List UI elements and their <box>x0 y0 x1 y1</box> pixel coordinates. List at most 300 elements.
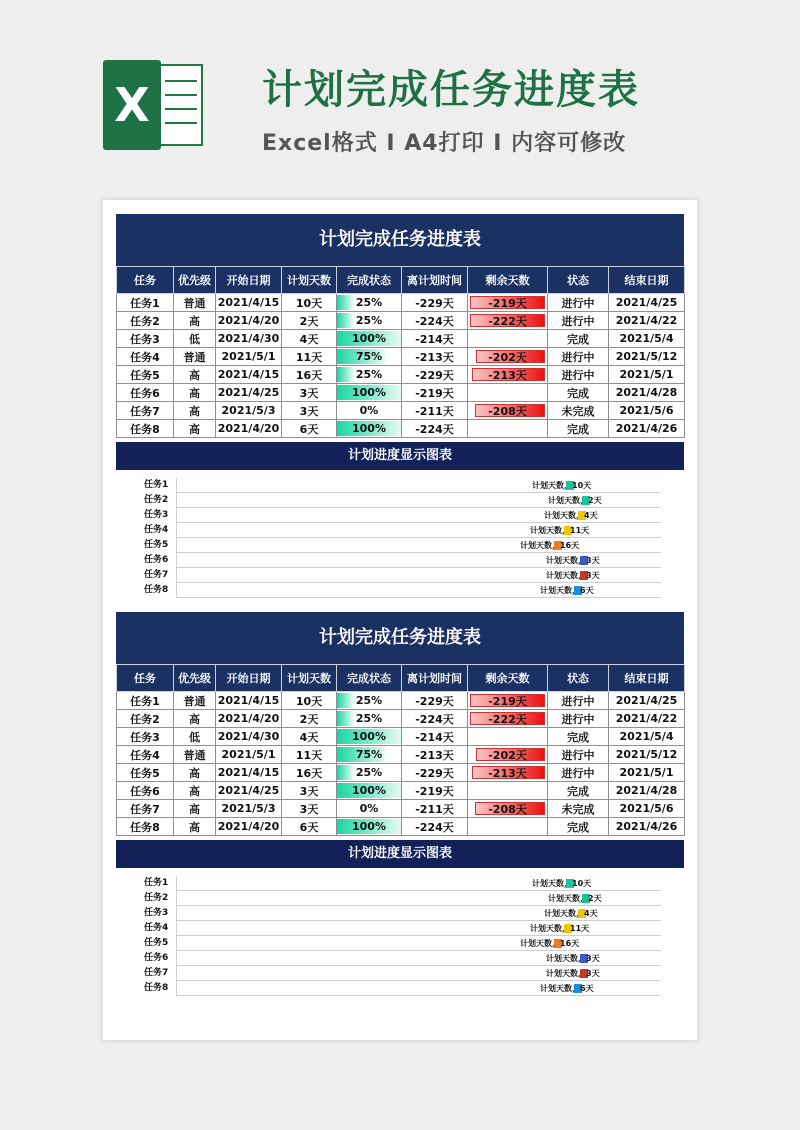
cell-text: 高 <box>189 766 200 780</box>
chart-row <box>116 538 661 553</box>
cell-remain <box>468 818 548 836</box>
cell-text: -229天 <box>415 694 454 708</box>
cell-text: 普通 <box>183 296 206 310</box>
table-row <box>117 384 685 402</box>
cell-remain <box>468 366 548 384</box>
table-row <box>117 692 685 710</box>
cell-text: 11天 <box>295 350 323 364</box>
cell-end <box>609 330 685 348</box>
chart-axis <box>176 906 177 921</box>
cell-end <box>609 710 685 728</box>
column-header: 结束日期 <box>609 665 685 692</box>
cell-text: 100% <box>352 332 386 345</box>
chart-row <box>116 891 661 906</box>
cell-text: 100% <box>352 784 386 797</box>
column-header: 完成状态 <box>337 267 402 294</box>
cell-text: 2021/4/20 <box>217 820 280 833</box>
chart-data-label: 计划天数，4天 <box>544 511 598 520</box>
cell-priority <box>174 402 216 420</box>
cell-text: 25% <box>355 712 383 725</box>
cell-text: 4天 <box>299 730 319 744</box>
cell-text: -229天 <box>415 296 454 310</box>
cell-text: -229天 <box>415 766 454 780</box>
cell-text: 25% <box>355 368 383 381</box>
cell-diff <box>402 782 468 800</box>
chart-section-title: 计划进度显示图表 <box>116 442 684 470</box>
cell-priority <box>174 312 216 330</box>
cell-start <box>216 818 282 836</box>
page-subtitle: Excel格式 I A4打印 I 内容可修改 <box>262 131 627 156</box>
cell-task <box>117 384 174 402</box>
cell-text: 进行中 <box>561 314 595 328</box>
cell-remain <box>468 746 548 764</box>
cell-pct <box>337 692 402 710</box>
cell-text: 任务5 <box>130 766 160 780</box>
cell-text: 高 <box>189 386 200 400</box>
cell-text: 2021/5/3 <box>221 404 276 417</box>
document-sheet <box>103 200 697 1040</box>
cell-text: 100% <box>352 820 386 833</box>
cell-text: -224天 <box>415 422 454 436</box>
cell-diff <box>402 330 468 348</box>
cell-end <box>609 800 685 818</box>
cell-task <box>117 818 174 836</box>
cell-text: 2021/4/25 <box>615 694 678 707</box>
chart-row <box>116 966 661 981</box>
cell-text: 25% <box>355 314 383 327</box>
table-row <box>117 348 685 366</box>
cell-status <box>548 764 609 782</box>
cell-remain <box>468 800 548 818</box>
cell-start <box>216 764 282 782</box>
column-header: 剩余天数 <box>468 267 548 294</box>
chart-data-label: 计划天数，3天 <box>546 556 600 565</box>
cell-text: -222天 <box>488 712 527 726</box>
header <box>0 0 800 190</box>
chart-data-label: 计划天数，2天 <box>548 894 602 903</box>
cell-pct <box>337 764 402 782</box>
cell-text: 75% <box>355 748 383 761</box>
table-row <box>117 366 685 384</box>
cell-days <box>282 692 337 710</box>
cell-text: 任务6 <box>130 784 160 798</box>
cell-text: 16天 <box>295 368 323 382</box>
cell-start <box>216 800 282 818</box>
cell-task <box>117 330 174 348</box>
cell-text: 高 <box>189 784 200 798</box>
cell-priority <box>174 728 216 746</box>
cell-text: 进行中 <box>561 766 595 780</box>
table-row <box>117 746 685 764</box>
completion-fill <box>337 693 353 708</box>
cell-days <box>282 782 337 800</box>
cell-pct <box>337 330 402 348</box>
cell-task <box>117 710 174 728</box>
block-title: 计划完成任务进度表 <box>116 214 684 266</box>
cell-text: 完成 <box>567 422 589 436</box>
cell-status <box>548 384 609 402</box>
cell-text: 2021/5/1 <box>619 766 674 779</box>
cell-text: 2021/4/15 <box>217 766 280 779</box>
cell-text: 进行中 <box>561 350 595 364</box>
cell-start <box>216 746 282 764</box>
cell-pct <box>337 294 402 312</box>
cell-start <box>216 366 282 384</box>
cell-start <box>216 728 282 746</box>
chart-category-label: 任务1 <box>144 878 169 888</box>
cell-text: -224天 <box>415 712 454 726</box>
cell-task <box>117 782 174 800</box>
column-header: 计划天数 <box>282 665 337 692</box>
cell-text: -229天 <box>415 368 454 382</box>
cell-text: 2021/4/15 <box>217 296 280 309</box>
cell-pct <box>337 818 402 836</box>
cell-start <box>216 312 282 330</box>
cell-text: -211天 <box>415 802 454 816</box>
cell-end <box>609 348 685 366</box>
cell-priority <box>174 764 216 782</box>
cell-end <box>609 420 685 438</box>
chart-row <box>116 508 661 523</box>
cell-text: 2021/4/15 <box>217 368 280 381</box>
cell-days <box>282 728 337 746</box>
cell-end <box>609 782 685 800</box>
cell-pct <box>337 366 402 384</box>
cell-text: 2天 <box>299 314 319 328</box>
cell-text: 2021/4/25 <box>217 386 280 399</box>
table-row <box>117 818 685 836</box>
cell-pct <box>337 348 402 366</box>
cell-remain <box>468 710 548 728</box>
progress-block-1 <box>116 214 684 598</box>
cell-text: 2021/4/26 <box>615 820 678 833</box>
cell-start <box>216 384 282 402</box>
cell-remain <box>468 348 548 366</box>
chart-category-label: 任务6 <box>144 953 169 963</box>
cell-text: 任务7 <box>130 404 160 418</box>
cell-end <box>609 728 685 746</box>
cell-pct <box>337 782 402 800</box>
cell-text: 100% <box>352 386 386 399</box>
cell-priority <box>174 818 216 836</box>
cell-status <box>548 800 609 818</box>
cell-remain <box>468 728 548 746</box>
cell-text: 完成 <box>567 332 589 346</box>
chart-row <box>116 981 661 996</box>
cell-text: 高 <box>189 404 200 418</box>
column-header: 开始日期 <box>216 267 282 294</box>
cell-end <box>609 764 685 782</box>
cell-text: 任务5 <box>130 368 160 382</box>
cell-start <box>216 782 282 800</box>
cell-days <box>282 330 337 348</box>
cell-text: 10天 <box>295 694 323 708</box>
cell-remain <box>468 330 548 348</box>
cell-diff <box>402 692 468 710</box>
chart-row <box>116 951 661 966</box>
cell-task <box>117 692 174 710</box>
chart-axis <box>176 981 177 996</box>
chart-data-label: 计划天数，11天 <box>530 526 590 535</box>
cell-text: -224天 <box>415 314 454 328</box>
chart-category-label: 任务4 <box>144 923 169 933</box>
chart-category-label: 任务1 <box>144 480 169 490</box>
cell-text: -219天 <box>488 296 527 310</box>
cell-text: 3天 <box>299 802 319 816</box>
cell-priority <box>174 692 216 710</box>
cell-text: 完成 <box>567 784 589 798</box>
cell-end <box>609 818 685 836</box>
cell-text: 2021/5/4 <box>619 730 674 743</box>
cell-status <box>548 420 609 438</box>
cell-text: 3天 <box>299 784 319 798</box>
cell-text: 任务1 <box>130 296 160 310</box>
cell-end <box>609 384 685 402</box>
cell-text: 进行中 <box>561 694 595 708</box>
cell-text: 任务4 <box>130 350 160 364</box>
cell-diff <box>402 746 468 764</box>
table-row <box>117 312 685 330</box>
chart-section-title: 计划进度显示图表 <box>116 840 684 868</box>
cell-diff <box>402 366 468 384</box>
cell-status <box>548 818 609 836</box>
chart-category-label: 任务4 <box>144 525 169 535</box>
cell-start <box>216 692 282 710</box>
column-header: 状态 <box>548 267 609 294</box>
cell-days <box>282 746 337 764</box>
chart-axis <box>176 936 177 951</box>
cell-text: 2021/5/1 <box>221 748 276 761</box>
chart-data-label: 计划天数，10天 <box>532 879 592 888</box>
table-row <box>117 728 685 746</box>
chart-category-label: 任务2 <box>144 893 169 903</box>
chart-data-label: 计划天数，3天 <box>546 969 600 978</box>
cell-text: 2021/4/25 <box>217 784 280 797</box>
cell-text: 任务3 <box>130 332 160 346</box>
chart-row <box>116 906 661 921</box>
cell-diff <box>402 764 468 782</box>
cell-text: 0% <box>359 404 379 417</box>
chart-row <box>116 568 661 583</box>
cell-text: -208天 <box>488 802 527 816</box>
cell-task <box>117 348 174 366</box>
cell-text: -219天 <box>415 784 454 798</box>
cell-days <box>282 764 337 782</box>
cell-days <box>282 348 337 366</box>
chart-data-label: 计划天数，11天 <box>530 924 590 933</box>
cell-task <box>117 746 174 764</box>
chart-axis <box>176 538 177 553</box>
cell-text: -222天 <box>488 314 527 328</box>
cell-task <box>117 420 174 438</box>
table-row <box>117 764 685 782</box>
cell-text: 低 <box>189 332 200 346</box>
cell-days <box>282 420 337 438</box>
cell-pct <box>337 384 402 402</box>
cell-text: -224天 <box>415 820 454 834</box>
chart-data-label: 计划天数，16天 <box>520 541 580 550</box>
cell-status <box>548 366 609 384</box>
cell-status <box>548 782 609 800</box>
column-header: 计划天数 <box>282 267 337 294</box>
chart-data-label: 计划天数，16天 <box>520 939 580 948</box>
cell-text: 高 <box>189 802 200 816</box>
cell-text: 任务4 <box>130 748 160 762</box>
chart-axis <box>176 876 177 891</box>
cell-diff <box>402 402 468 420</box>
chart-category-label: 任务3 <box>144 908 169 918</box>
cell-text: 低 <box>189 730 200 744</box>
chart-axis <box>176 921 177 936</box>
cell-text: 进行中 <box>561 748 595 762</box>
progress-table <box>116 664 685 836</box>
column-header: 状态 <box>548 665 609 692</box>
cell-text: 任务8 <box>130 820 160 834</box>
column-header: 完成状态 <box>337 665 402 692</box>
cell-priority <box>174 366 216 384</box>
cell-task <box>117 294 174 312</box>
chart-category-label: 任务7 <box>144 968 169 978</box>
cell-text: 2021/4/26 <box>615 422 678 435</box>
chart-axis <box>176 951 177 966</box>
cell-text: 2021/4/28 <box>615 784 678 797</box>
table-row <box>117 420 685 438</box>
cell-task <box>117 312 174 330</box>
cell-status <box>548 746 609 764</box>
progress-chart <box>116 868 684 996</box>
chart-data-label: 计划天数，10天 <box>532 481 592 490</box>
column-header: 任务 <box>117 665 174 692</box>
chart-axis <box>176 966 177 981</box>
chart-row <box>116 523 661 538</box>
chart-row <box>116 478 661 493</box>
cell-text: 任务8 <box>130 422 160 436</box>
cell-text: 16天 <box>295 766 323 780</box>
cell-days <box>282 710 337 728</box>
cell-task <box>117 402 174 420</box>
cell-priority <box>174 710 216 728</box>
progress-block-2 <box>116 612 684 996</box>
completion-fill <box>337 367 353 382</box>
cell-text: -214天 <box>415 332 454 346</box>
cell-remain <box>468 384 548 402</box>
cell-diff <box>402 384 468 402</box>
cell-priority <box>174 746 216 764</box>
cell-text: 高 <box>189 422 200 436</box>
cell-end <box>609 746 685 764</box>
cell-text: 普通 <box>183 350 206 364</box>
block-title: 计划完成任务进度表 <box>116 612 684 664</box>
cell-text: 2021/4/28 <box>615 386 678 399</box>
cell-text: 2021/4/20 <box>217 422 280 435</box>
cell-text: 完成 <box>567 730 589 744</box>
cell-start <box>216 348 282 366</box>
cell-text: -213天 <box>488 368 527 382</box>
cell-text: 10天 <box>295 296 323 310</box>
cell-remain <box>468 402 548 420</box>
cell-diff <box>402 710 468 728</box>
cell-text: 普通 <box>183 694 206 708</box>
cell-diff <box>402 800 468 818</box>
cell-end <box>609 402 685 420</box>
cell-days <box>282 384 337 402</box>
cell-text: 6天 <box>299 422 319 436</box>
chart-data-label: 计划天数，6天 <box>540 586 594 595</box>
cell-days <box>282 366 337 384</box>
cell-priority <box>174 782 216 800</box>
chart-axis <box>176 583 177 598</box>
cell-remain <box>468 420 548 438</box>
completion-fill <box>337 765 353 780</box>
cell-text: 完成 <box>567 386 589 400</box>
table-row <box>117 402 685 420</box>
cell-status <box>548 692 609 710</box>
cell-diff <box>402 420 468 438</box>
cell-start <box>216 402 282 420</box>
cell-days <box>282 312 337 330</box>
cell-status <box>548 330 609 348</box>
cell-status <box>548 402 609 420</box>
cell-priority <box>174 294 216 312</box>
column-header: 离计划时间 <box>402 665 468 692</box>
cell-text: 未完成 <box>561 802 595 816</box>
cell-text: 高 <box>189 712 200 726</box>
cell-text: -214天 <box>415 730 454 744</box>
chart-row <box>116 493 661 508</box>
cell-text: 0% <box>359 802 379 815</box>
cell-text: 任务7 <box>130 802 160 816</box>
cell-start <box>216 420 282 438</box>
cell-text: 100% <box>352 422 386 435</box>
chart-data-label: 计划天数，4天 <box>544 909 598 918</box>
table-row <box>117 800 685 818</box>
cell-text: 2021/4/22 <box>615 314 678 327</box>
cell-text: 2天 <box>299 712 319 726</box>
chart-category-label: 任务5 <box>144 540 169 550</box>
cell-text: 任务2 <box>130 712 160 726</box>
cell-status <box>548 348 609 366</box>
cell-diff <box>402 728 468 746</box>
excel-logo-icon <box>103 60 203 150</box>
cell-pct <box>337 402 402 420</box>
chart-axis <box>176 523 177 538</box>
cell-text: 2021/5/12 <box>615 350 678 363</box>
cell-task <box>117 800 174 818</box>
cell-task <box>117 728 174 746</box>
progress-chart <box>116 470 684 598</box>
chart-axis <box>176 493 177 508</box>
cell-text: 2021/5/1 <box>221 350 276 363</box>
column-header: 优先级 <box>174 665 216 692</box>
column-header: 结束日期 <box>609 267 685 294</box>
cell-start <box>216 294 282 312</box>
cell-task <box>117 366 174 384</box>
cell-priority <box>174 420 216 438</box>
column-header: 优先级 <box>174 267 216 294</box>
cell-days <box>282 294 337 312</box>
cell-start <box>216 710 282 728</box>
cell-diff <box>402 312 468 330</box>
cell-pct <box>337 710 402 728</box>
cell-text: -211天 <box>415 404 454 418</box>
cell-text: 2021/4/22 <box>615 712 678 725</box>
cell-text: 任务3 <box>130 730 160 744</box>
cell-remain <box>468 294 548 312</box>
column-header: 剩余天数 <box>468 665 548 692</box>
cell-priority <box>174 384 216 402</box>
cell-text: -213天 <box>415 350 454 364</box>
cell-status <box>548 312 609 330</box>
